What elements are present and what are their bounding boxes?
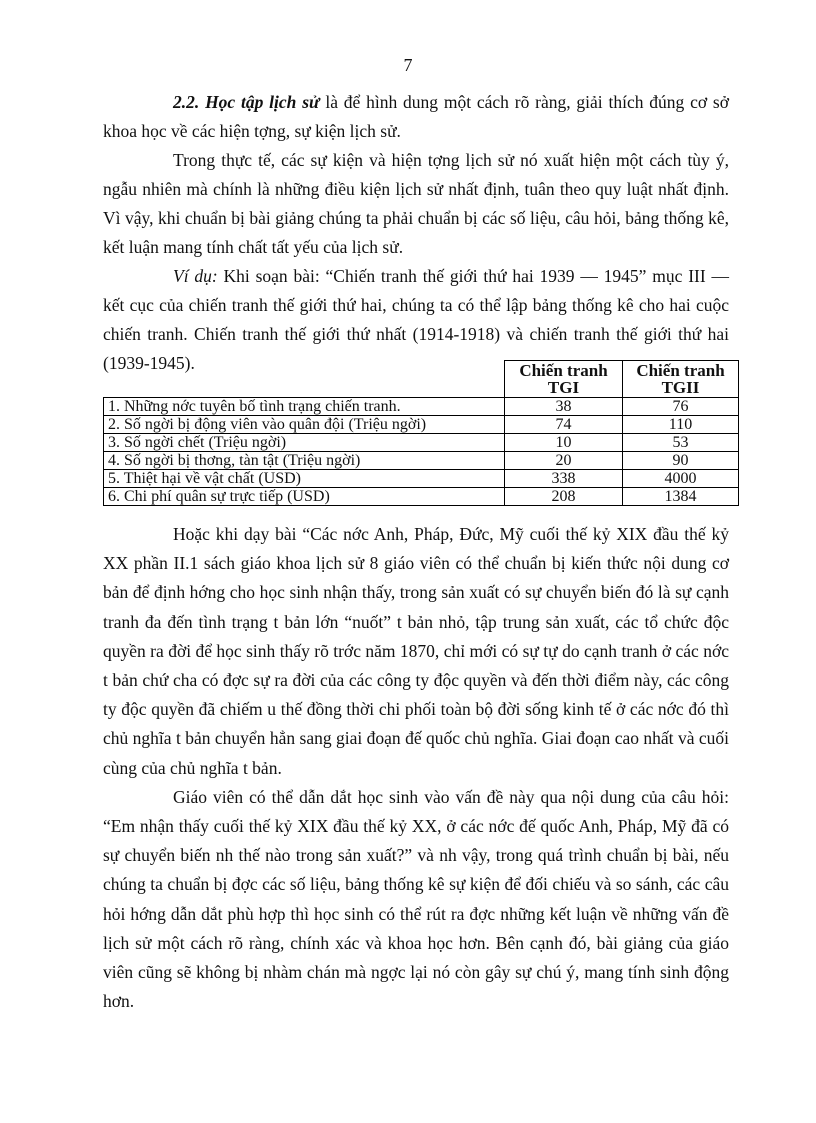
row-value-ww1: 208: [505, 488, 623, 506]
paragraph-1: [103, 88, 729, 146]
paragraph-1-text: là để hình dung một cách rõ ràng, giải thích đúng cơ sở khoa học về các hiện tợng, sự kiện lịch sử.: [103, 92, 729, 141]
body-text-bottom: [103, 520, 729, 1016]
row-value-ww2: 4000: [623, 470, 739, 488]
paragraph-3-text: Khi soạn bài: “Chiến tranh thế giới thứ hai 1939 — 1945” mục III — kết cục của chiến tranh thế giới thứ hai, chúng ta có thể lập bảng thống kê cho hai cuộc chiến tranh. Chiến tranh thế giới thứ nhất (1914-1918) và chiến tranh thế giới thứ hai (1939-1945).: [103, 266, 729, 373]
row-label: 3. Số ngời chết (Triệu ngời): [104, 434, 505, 452]
row-value-ww1: 20: [505, 452, 623, 470]
section-heading: 2.2. Học tập lịch sử: [173, 92, 320, 112]
table-header-blank: [104, 361, 505, 398]
row-value-ww1: 38: [505, 398, 623, 416]
row-label: 6. Chi phí quân sự trực tiếp (USD): [104, 488, 505, 506]
paragraph-2: Trong thực tế, các sự kiện và hiện tợng lịch sử nó xuất hiện một cách tùy ý, ngẫu nhiên mà chính là những điều kiện lịch sử nhất định, tuân theo quy luật nhất định. Vì vậy, khi chuẩn bị bài giảng chúng ta phải chuẩn bị các số liệu, câu hỏi, bảng thống kê, kết luận mang tính chất tất yếu của lịch sử.: [103, 150, 729, 257]
table-row: [104, 452, 739, 470]
table-header-ww2: Chiến tranh TGII: [623, 361, 739, 398]
row-label: 2. Số ngời bị động viên vào quân đội (Triệu ngời): [104, 416, 505, 434]
table-row: [104, 470, 739, 488]
row-value-ww1: 10: [505, 434, 623, 452]
table-row: [104, 398, 739, 416]
page-number: 7: [403, 55, 413, 75]
row-label: 4. Số ngời bị thơng, tàn tật (Triệu ngời): [104, 452, 505, 470]
table-header-ww1: Chiến tranh TGI: [505, 361, 623, 398]
row-label: 1. Những nớc tuyên bố tình trạng chiến tranh.: [104, 398, 505, 416]
row-value-ww2: 53: [623, 434, 739, 452]
example-label: Ví dụ:: [173, 266, 218, 286]
table-row: [104, 488, 739, 506]
row-value-ww2: 110: [623, 416, 739, 434]
row-value-ww2: 76: [623, 398, 739, 416]
row-value-ww2: 90: [623, 452, 739, 470]
table-row: [104, 434, 739, 452]
row-value-ww1: 74: [505, 416, 623, 434]
row-label: 5. Thiệt hại về vật chất (USD): [104, 470, 505, 488]
table-row: [104, 416, 739, 434]
paragraph-5: Giáo viên có thể dẫn dắt học sinh vào vấn đề này qua nội dung của câu hỏi: “Em nhận thấy cuối thế kỷ XIX đầu thế kỷ XX, ở các nớc đế quốc Anh, Pháp, Mỹ đã có sự chuyển biến nh thế nào trong sản xuất?” và nh vậy, trong quá trình chuẩn bị bài, nếu chúng ta chuẩn bị đợc các số liệu, bảng thống kê sự kiện để đối chiếu và so sánh, các câu hỏi hớng dẫn dắt phù hợp thì học sinh có thể rút ra đợc những kết luận về những vấn đề lịch sử một cách rõ ràng, chính xác và khoa học hơn. Bên cạnh đó, bài giảng của giáo viên cũng sẽ không bị nhàm chán mà ngợc lại nó còn gây sự chú ý, mang tính sinh động hơn.: [103, 786, 729, 1012]
paragraph-4: Hoặc khi dạy bài “Các nớc Anh, Pháp, Đức, Mỹ cuối thế kỷ XIX đầu thế kỷ XX phần II.1 sách giáo khoa lịch sử 8 giáo viên có thể chuẩn bị kiến thức nội dung cơ bản để định hớng cho học sinh nhận thấy, trong sản xuất có sự chuyển biến đó là sự cạnh tranh đa đến tình trạng t bản lớn “nuốt” t bản nhỏ, tập trung sản xuất, các tổ chức độc quyền ra đời để học sinh thấy rõ trớc năm 1870, chỉ mới có sự tự do cạnh tranh ở các nớc t bản chứ cha có đợc sự ra đời của các công ty độc quyền và đến thời điểm này, các công ty độc quyền đã chiếm u thế đồng thời chi phối toàn bộ đời sống kinh tế ở các nớc đó thì chủ nghĩa t bản chuyển hẳn sang giai đoạn đế quốc chủ nghĩa. Giai đoạn cao nhất và cuối cùng của chủ nghĩa t bản.: [103, 524, 729, 778]
table-header-row: [104, 361, 739, 398]
body-text-top: [103, 88, 729, 378]
row-value-ww2: 1384: [623, 488, 739, 506]
row-value-ww1: 338: [505, 470, 623, 488]
war-statistics-table: [103, 360, 739, 506]
